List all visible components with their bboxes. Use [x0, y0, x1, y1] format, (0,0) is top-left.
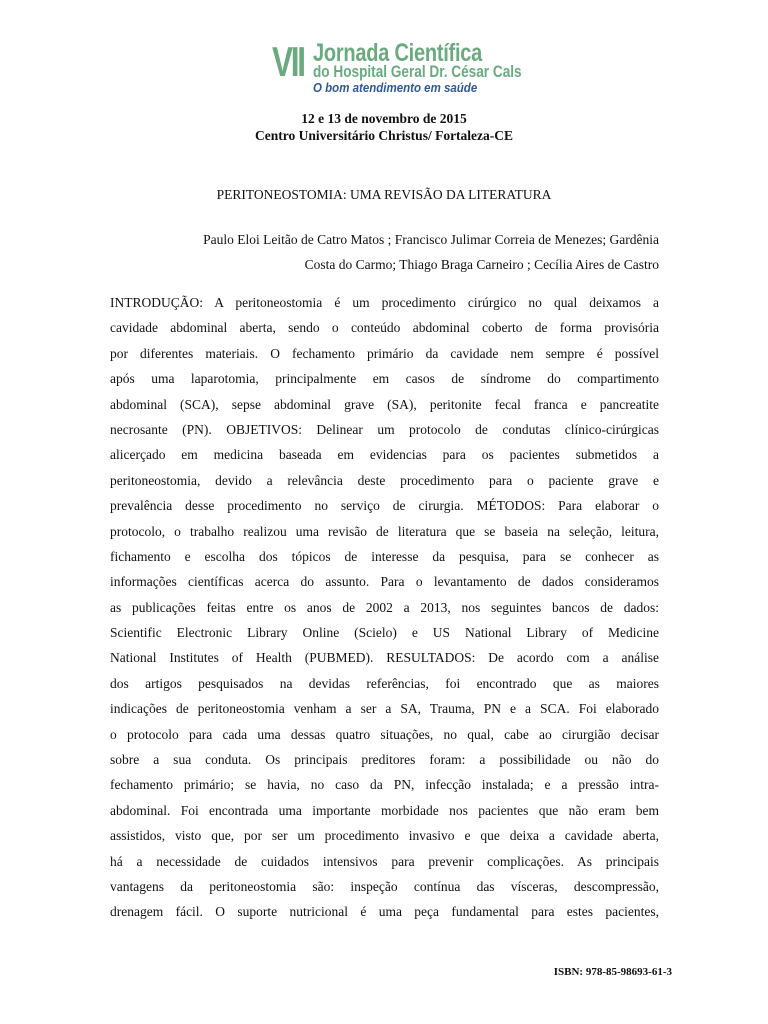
abstract-line: sobre a sua conduta. Os principais preditores foram: a possibilidade ou não do	[110, 752, 659, 768]
logo-roman-numeral: VII	[272, 38, 304, 85]
abstract-line: peritoneostomia, devido a relevância deste procedimento para o paciente grave e	[110, 472, 659, 488]
event-date: 12 e 13 de novembro de 2015	[301, 111, 467, 126]
event-logo	[272, 38, 522, 102]
abstract-line: as publicações feitas entre os anos de 2002 a 2013, nos seguintes bancos de dados:	[110, 599, 659, 615]
abstract-line: assistidos, visto que, por ser um procedimento invasivo e que deixa a cavidade aberta,	[110, 828, 659, 844]
abstract-line: informações científicas acerca do assunto. Para o levantamento de dados consideramos	[110, 574, 659, 590]
abstract-line: National Institutes of Health (PUBMED). RESULTADOS: De acordo com a análise	[110, 650, 659, 666]
isbn-footer: ISBN: 978-85-98693-61-3	[553, 966, 672, 978]
event-venue: Centro Universitário Christus/ Fortaleza-CE	[254, 128, 514, 143]
abstract-body	[110, 295, 659, 930]
abstract-line: o protocolo para cada uma dessas quatro situações, no qual, cabe ao cirurgião decisar	[110, 726, 659, 742]
abstract-line: fechamento primário; se havia, no caso da PN, infecção instalada; e a pressão intra-	[110, 777, 659, 793]
abstract-line: drenagem fácil. O suporte nutricional é uma peça fundamental para estes pacientes,	[110, 904, 659, 920]
abstract-line: INTRODUÇÃO: A peritoneostomia é um procedimento cirúrgico no qual deixamos a	[110, 295, 659, 310]
abstract-line: indicações de peritoneostomia venham a ser a SA, Trauma, PN e a SCA. Foi elaborado	[110, 701, 659, 717]
abstract-line: vantagens da peritoneostomia são: inspeção contínua das vísceras, descompressão,	[110, 878, 659, 894]
logo-subtitle: do Hospital Geral Dr. César Cals	[313, 62, 522, 81]
abstract-line: dos artigos pesquisados na devidas referências, foi encontrado que as maiores	[110, 675, 659, 691]
abstract-line: fichamento e escolha dos tópicos de interesse da pesquisa, para se conhecer as	[110, 548, 659, 564]
logo-title: Jornada Científica	[313, 39, 483, 67]
abstract-line: abdominal (SCA), sepse abdominal grave (SA), peritonite fecal franca e pancreatite	[110, 396, 659, 412]
abstract-line: por diferentes materiais. O fechamento primário da cavidade nem sempre é possível	[110, 345, 659, 361]
paper-title: PERITONEOSTOMIA: UMA REVISÃO DA LITERATURA	[216, 187, 552, 202]
authors-line-2: Costa do Carmo; Thiago Braga Carneiro ; Cecília Aires de Castro	[304, 257, 659, 272]
abstract-line: protocolo, o trabalho realizou uma revisão de literatura que se baseia na seleção, leitura,	[110, 523, 659, 539]
logo-tagline: O bom atendimento em saúde	[313, 81, 478, 95]
abstract-line: prevalência desse procedimento no serviço de cirurgia. MÉTODOS: Para elaborar o	[110, 498, 659, 514]
abstract-line: há a necessidade de cuidados intensivos para prevenir complicações. As principais	[110, 853, 659, 869]
authors-line-1: Paulo Eloi Leitão de Catro Matos ; Francisco Julimar Correia de Menezes; Gardênia	[203, 232, 659, 247]
abstract-line: necrosante (PN). OBJETIVOS: Delinear um protocolo de condutas clínico-cirúrgicas	[110, 421, 659, 437]
abstract-line: abdominal. Foi encontrada uma importante morbidade nos pacientes que não eram bem	[110, 802, 659, 818]
abstract-line: alicerçado em medicina baseada em evidencias para os pacientes submetidos a	[110, 447, 659, 463]
abstract-line: Scientific Electronic Library Online (Scielo) e US National Library of Medicine	[110, 625, 659, 641]
abstract-line: após uma laparotomia, principalmente em casos de síndrome do compartimento	[110, 371, 659, 387]
abstract-line: cavidade abdominal aberta, sendo o conteúdo abdominal coberto de forma provisória	[110, 320, 659, 336]
